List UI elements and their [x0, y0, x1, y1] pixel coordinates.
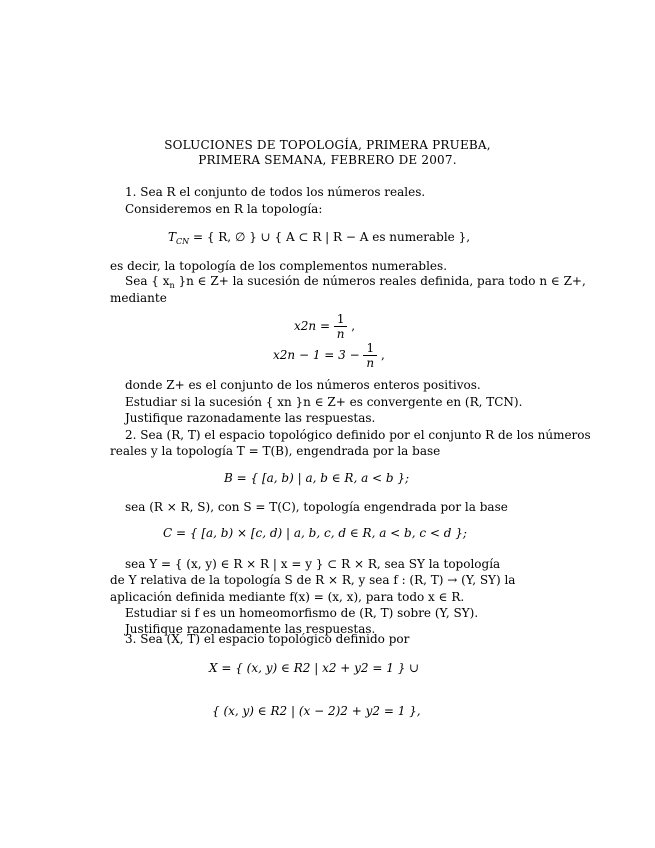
- problem-1-justifique: Justifique razonadamente las respuestas.: [125, 411, 376, 425]
- problem-2-y-line-2: de Y relativa de la topología S de R × R, y sea f : (R, T) → (Y, SY) la: [110, 573, 516, 587]
- set-X-line-2: { (x, y) ∈ R2 | (x − 2)2 + y2 = 1 },: [212, 704, 421, 718]
- sequence-text-start: Sea { x: [125, 274, 170, 288]
- formula-odd: x2n − 1 = 3 − $\frac{1}{n}$ ,: [273, 341, 385, 370]
- problem-1-explanation: es decir, la topología de los complementos numerables.: [110, 259, 448, 273]
- formula-even-denominator: n: [336, 327, 345, 341]
- document-title-line-1: SOLUCIONES DE TOPOLOGÍA, PRIMERA PRUEBA,: [164, 138, 491, 152]
- sequence-sub: n: [169, 281, 175, 290]
- problem-2-y-line-3: aplicación definida mediante f(x) = (x, x), para todo x ∈ R.: [110, 590, 465, 604]
- set-X-line-1: X = { (x, y) ∈ R2 | x2 + y2 = 1 } ∪: [209, 661, 420, 675]
- formula-even-numerator: 1: [334, 312, 348, 327]
- problem-3-intro: 3. Sea (X, T) el espacio topológico definido por: [125, 632, 410, 646]
- sequence-text-rest: }n ∈ Z+ la sucesión de números reales definida, para todo n ∈ Z+,: [174, 274, 586, 288]
- formula-odd-fraction: [363, 341, 377, 370]
- formula-odd-denominator: n: [366, 356, 375, 370]
- problem-2-estudiar: Estudiar si f es un homeomorfismo de (R, T) sobre (Y, SY).: [125, 606, 479, 620]
- equation-rhs: = { R, ∅ } ∪ { A ⊂ R | R − A es numerable },: [189, 230, 471, 244]
- problem-2-sea-line: sea (R × R, S), con S = T(C), topología engendrada por la base: [125, 500, 508, 514]
- problem-1-intro: 1. Sea R el conjunto de todos los números reales.: [125, 185, 426, 199]
- formula-even: x2n = $\frac{1}{n}$ ,: [294, 312, 356, 341]
- topology-equation: [168, 229, 470, 247]
- problem-1-topology-intro: Consideremos en R la topología:: [125, 202, 323, 216]
- problem-2-justifique: Justifique razonadamente las respuestas.: [125, 622, 376, 636]
- formula-even-lhs: x2n =: [294, 319, 330, 333]
- mediante-text: mediante: [110, 291, 167, 305]
- equation-lhs-sub: CN: [176, 237, 190, 246]
- base-C-equation: C = { [a, b) × [c, d) | a, b, c, d ∈ R, a < b, c < d };: [163, 526, 467, 540]
- problem-2-y-line-1: sea Y = { (x, y) ∈ R × R | x = y } ⊂ R × R, sea SY la topología: [125, 557, 501, 571]
- base-B-equation: B = { [a, b) | a, b ∈ R, a < b };: [224, 471, 410, 485]
- sequence-definition: [125, 273, 586, 291]
- formula-odd-lhs: x2n − 1 = 3 −: [273, 348, 360, 362]
- document-title-line-2: PRIMERA SEMANA, FEBRERO DE 2007.: [198, 153, 457, 167]
- problem-2-intro-line-2: reales y la topología T = T(B), engendrada por la base: [110, 444, 441, 458]
- formula-odd-numerator: 1: [363, 341, 377, 356]
- equation-lhs: T: [168, 230, 177, 244]
- formula-even-fraction: [334, 312, 348, 341]
- problem-2-intro-line-1: 2. Sea (R, T) el espacio topológico definido por el conjunto R de los números: [125, 428, 591, 442]
- donde-text: donde Z+ es el conjunto de los números enteros positivos.: [125, 378, 481, 392]
- problem-1-estudiar: Estudiar si la sucesión { xn }n ∈ Z+ es convergente en (R, TCN).: [125, 395, 523, 409]
